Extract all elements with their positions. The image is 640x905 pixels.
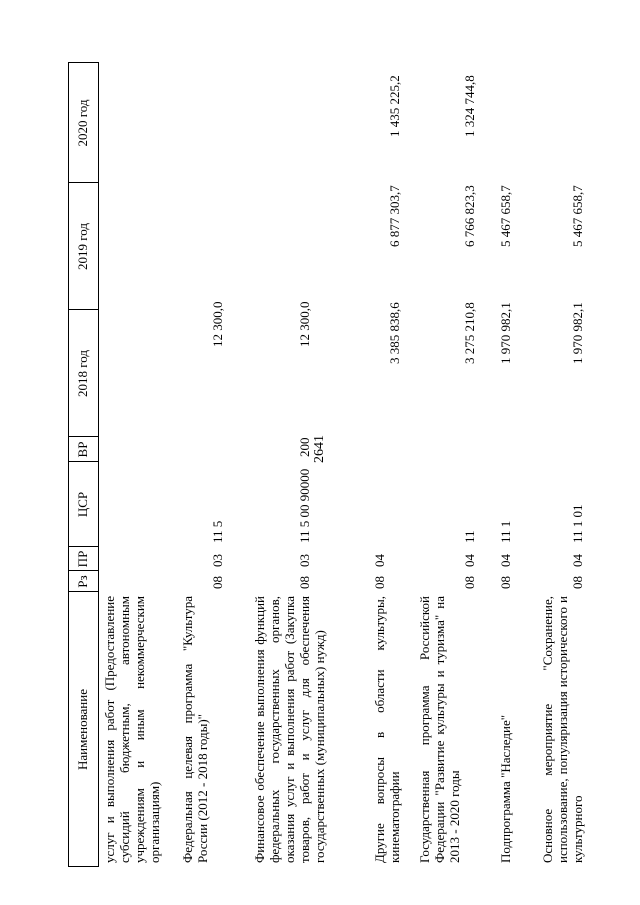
row-rz: 08 xyxy=(570,576,585,589)
table-header-row xyxy=(68,62,98,867)
row-name: Финансовое обеспечение выполнения функций федеральных государственных органов, оказания услуг и выполнения работ (Закупка товаров, работ и услуг для обеспечения государственных (муниципальных) нужд) xyxy=(252,596,327,863)
row-name: услуг и выполнения работ (Предоставление субсидий бюджетным, автономным учреждениям и иным некоммерческим организациям) xyxy=(102,596,162,863)
row-2018: 12 300,0 xyxy=(210,301,225,347)
row-csr: 11 5 xyxy=(210,520,225,543)
row-name: Федеральная целевая программа "Культура России (2012 - 2018 годы)" xyxy=(180,596,210,863)
budget-table xyxy=(68,62,620,867)
header-2019: 2019 год xyxy=(75,223,90,270)
row-pr: 03 xyxy=(210,554,225,567)
header-rz: Рз xyxy=(75,575,90,588)
row-2019: 5 467 658,7 xyxy=(498,185,513,247)
row-csr: 11 1 xyxy=(498,520,513,543)
header-vr: ВР xyxy=(75,441,90,458)
header-2020: 2020 год xyxy=(75,99,90,147)
row-name: Другие вопросы в области культуры, кинематографии xyxy=(372,596,402,863)
row-rz: 08 xyxy=(462,576,477,589)
row-2018: 3 275 210,8 xyxy=(462,302,477,364)
row-pr: 04 xyxy=(462,554,477,567)
row-2019: 6 766 823,3 xyxy=(462,185,477,247)
row-2019: 6 877 303,7 xyxy=(387,185,402,247)
row-pr: 04 xyxy=(570,554,585,567)
row-2018: 1 970 982,1 xyxy=(498,302,513,364)
header-pr: ПР xyxy=(75,550,90,568)
row-rz: 08 xyxy=(297,576,312,589)
row-name: Государственная программа Российской Федерации "Развитие культуры и туризма" на 2013 - 2020 годы xyxy=(417,596,462,863)
page-number: 2641 xyxy=(312,435,327,463)
row-csr: 11 1 01 xyxy=(570,504,585,543)
header-bottom-border xyxy=(98,62,99,867)
row-2018: 1 970 982,1 xyxy=(570,302,585,364)
row-rz: 08 xyxy=(498,576,513,589)
row-name: Подпрограмма "Наследие" xyxy=(498,714,513,863)
row-rz: 08 xyxy=(372,576,387,589)
row-rz: 08 xyxy=(210,576,225,589)
row-vr: 200 xyxy=(297,437,312,457)
row-csr: 11 5 00 90000 xyxy=(297,468,312,543)
row-2018: 3 385 838,6 xyxy=(387,302,402,364)
row-2020: 1 324 744,8 xyxy=(462,75,477,137)
row-name: Основное мероприятие "Сохранение, использование, популяризация исторического и культурного xyxy=(540,596,585,863)
row-2019: 5 467 658,7 xyxy=(570,185,585,247)
row-pr: 04 xyxy=(372,554,387,567)
header-2018: 2018 год xyxy=(75,350,90,397)
row-pr: 04 xyxy=(498,554,513,567)
header-csr: ЦСР xyxy=(75,491,90,518)
row-2020: 1 435 225,2 xyxy=(387,75,402,137)
header-name: Наименование xyxy=(75,689,90,770)
row-csr: 11 xyxy=(462,530,477,543)
row-pr: 03 xyxy=(297,554,312,567)
row-2018: 12 300,0 xyxy=(297,301,312,347)
